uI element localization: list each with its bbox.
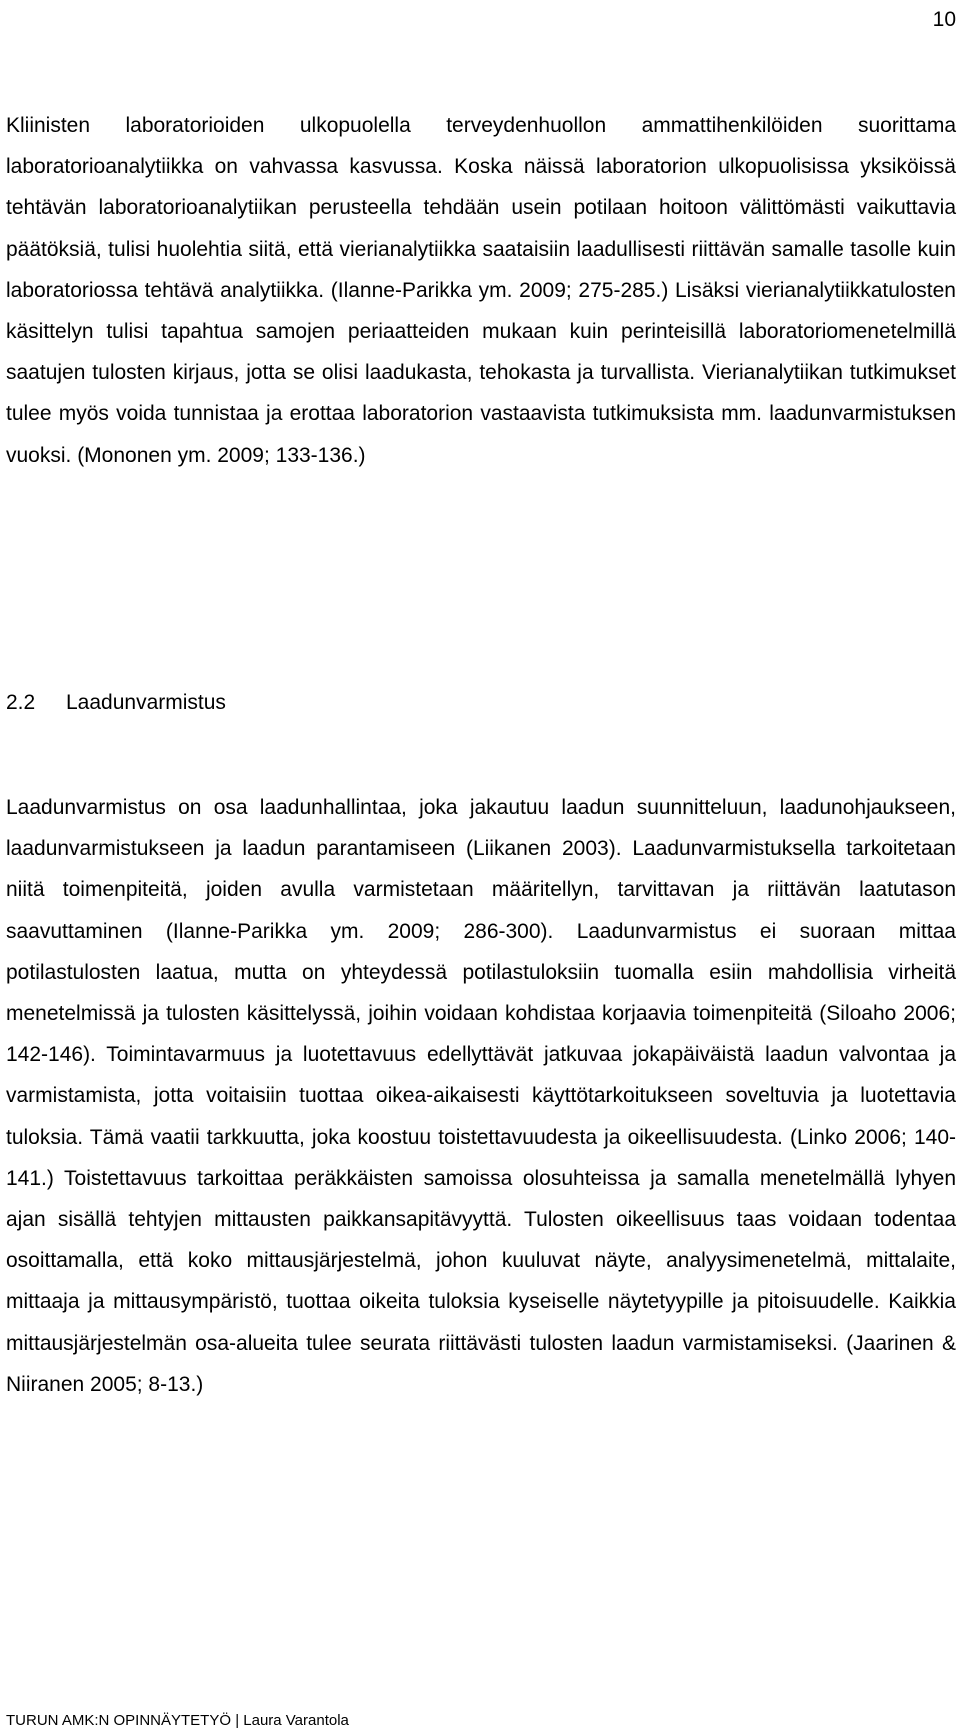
section-heading — [6, 688, 226, 718]
page-footer: TURUN AMK:N OPINNÄYTETYÖ | Laura Varantola — [6, 1712, 349, 1729]
section-number: 2.2 — [6, 691, 36, 714]
body-paragraph-2: Laadunvarmistus on osa laadunhallintaa, joka jakautuu laadun suunnitteluun, laadunohjaukseen, laadunvarmistukseen ja laadun parantamiseen (Liikanen 2003). Laadunvarmistuksella tarkoitetaan niitä toimenpiteitä, joiden avulla varmistetaan määritellyn, tarvittavan ja riittävän laatutason saavuttaminen (Ilanne-Parikka ym. 2009; 286-300). Laadunvarmistus ei suoraan mittaa potilastulosten laatua, mutta on yhteydessä potilastuloksiin tuomalla esiin mahdollisia virheitä menetelmissä ja tulosten käsittelyssä, joihin voidaan kohdistaa korjaavia toimenpiteitä (Siloaho 2006; 142-146). Toimintavarmuus ja luotettavuus edellyttävät jatkuvaa jokapäiväistä laadun valvontaa ja varmistamista, jotta voitaisiin tuottaa oikea-aikaisesti käyttötarkoitukseen soveltuvia ja luotettavia tuloksia. Tämä vaatii tarkkuutta, joka koostuu toistettavuudesta ja oikeellisuudesta. (Linko 2006; 140-141.) Toistettavuus tarkoittaa peräkkäisten samoissa olosuhteissa ja samalla menetelmällä lyhyen ajan sisällä tehtyjen mittausten paikkansapitävyyttä. Tulosten oikeellisuus taas voidaan todentaa osoittamalla, että koko mittausjärjestelmä, johon kuuluvat näyte, analyysimenetelmä, mittalaite, mittaaja ja mittausympäristö, tuottaa oikeita tuloksia kyseiselle näytetyypille ja pitoisuudelle. Kaikkia mittausjärjestelmän osa-alueita tulee seurata riittävästi tulosten laadun varmistamiseksi. (Jaarinen & Niiranen 2005; 8-13.) — [6, 796, 956, 1396]
page-number: 10 — [932, 8, 956, 31]
body-paragraph-1: Kliinisten laboratorioiden ulkopuolella terveydenhuollon ammattihenkilöiden suorittama laboratorioanalytiikka on vahvassa kasvussa. Koska näissä laboratorion ulkopuolisissa yksiköissä tehtävän laboratorioanalytiikan perusteella tehdään usein potilaan hoitoon välittömästi vaikuttavia päätöksiä, tulisi huolehtia siitä, että vierianalytiikka saataisiin laadullisesti riittävän samalle tasolle kuin laboratoriossa tehtävä analytiikka. (Ilanne-Parikka ym. 2009; 275-285.) Lisäksi vierianalytiikkatulosten käsittelyn tulisi tapahtua samojen periaatteiden mukaan kuin perinteisillä laboratoriomenetelmillä saatujen tulosten kirjaus, jotta se olisi laadukasta, tehokasta ja turvallista. Vierianalytiikan tutkimukset tulee myös voida tunnistaa ja erottaa laboratorion vastaavista tutkimuksista mm. laadunvarmistuksen vuoksi. (Mononen ym. 2009; 133-136.) — [6, 114, 956, 467]
section-title: Laadunvarmistus — [66, 691, 226, 714]
